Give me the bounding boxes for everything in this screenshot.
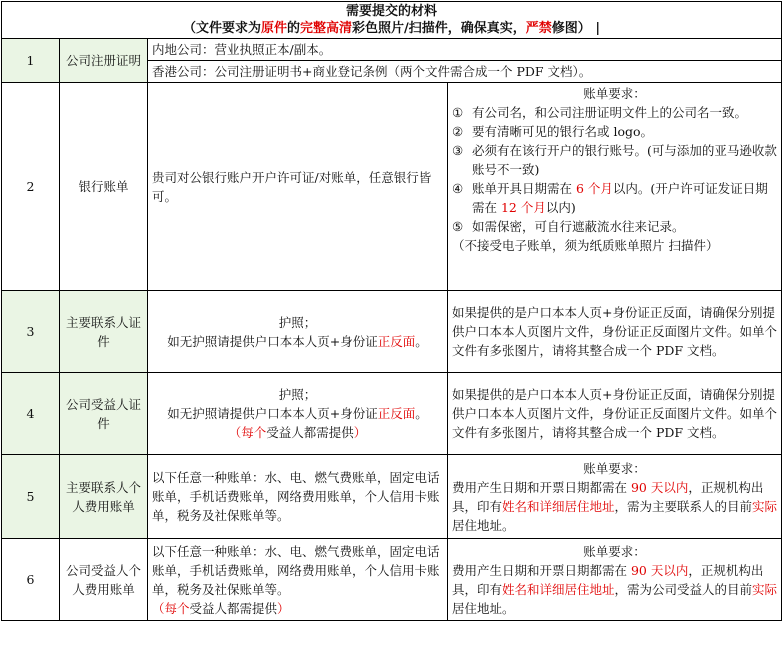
row-number: 6: [2, 539, 60, 621]
requirements-title: 账单要求：: [583, 86, 646, 101]
contact-bill-desc: 以下任意一种账单：水、电、燃气费账单，固定电话账单，手机话费账单，网络费用账单，个人信用卡账单，税务及社保账单等。: [148, 455, 448, 539]
beneficiary-bill-desc: 以下任意一种账单：水、电、燃气费账单，固定电话账单，手机话费账单，网络费用账单，个人信用卡账单，税务及社保账单等。 （每个受益人都需提供）: [148, 539, 448, 621]
requirement-note: （文件要求为原件的完整高清彩色照片/扫描件，确保真实，严禁修图） |: [182, 21, 601, 36]
table-row: [2, 455, 782, 539]
row-name: 主要联系人证件: [60, 291, 148, 373]
row-name: 公司注册证明: [60, 39, 148, 83]
row-number: 3: [2, 291, 60, 373]
beneficiary-id-note: 如果提供的是户口本本人页+身份证正反面，请确保分别提供户口本本人页图片文件，身份证正反面图片文件。如单个文件有多张图片，请将其整合成一个 PDF 文档。: [448, 373, 782, 455]
bank-statement-desc: 贵司对公银行账户开户许可证/对账单，任意银行皆可。: [148, 83, 448, 291]
table-header: [2, 2, 782, 39]
contact-id-note: 如果提供的是户口本本人页+身份证正反面，请确保分别提供户口本本人页图片文件，身份证正反面图片文件。如单个文件有多张图片，请将其整合成一个 PDF 文档。: [448, 291, 782, 373]
table-row: [2, 373, 782, 455]
beneficiary-bill-requirements: 账单要求： 费用产生日期和开票日期都需在 90 天以内，正规机构出具，印有姓名和详细居住地址，需为公司受益人的目前实际居住地址。: [448, 539, 782, 621]
row-name: 银行账单: [60, 83, 148, 291]
table-row: [2, 291, 782, 373]
table-row: [2, 539, 782, 621]
contact-id-desc: 护照； 如无护照请提供户口本本人页+身份证正反面。: [148, 291, 448, 373]
row-name: 公司受益人个人费用账单: [60, 539, 148, 621]
row-number: 5: [2, 455, 60, 539]
table-row: [2, 39, 782, 61]
contact-bill-requirements: 账单要求： 费用产生日期和开票日期都需在 90 天以内，正规机构出具，印有姓名和详细居住地址，需为主要联系人的目前实际居住地址。: [448, 455, 782, 539]
table-row: [2, 83, 782, 291]
text-cursor: |: [595, 21, 601, 36]
list-item: ① 有公司名，和公司注册证明文件上的公司名一致。: [452, 105, 748, 120]
list-item: ④ 账单开具日期需在 6 个月以内。(开户许可证发证日期需在 12 个月以内): [452, 181, 768, 215]
row-number: 4: [2, 373, 60, 455]
list-item: ② 要有清晰可见的银行名或 logo。: [452, 124, 654, 139]
requirements-footer: （不接受电子账单，须为纸质账单照片 扫描件）: [452, 238, 719, 253]
list-item: ③ 必须有在该行开户的银行账号。(可与添加的亚马逊收款账号不一致): [452, 143, 777, 177]
row-number: 2: [2, 83, 60, 291]
mainland-company-text: 内地公司：营业执照正本/副本。: [148, 39, 782, 61]
header-row: [2, 2, 782, 39]
beneficiary-id-desc: 护照； 如无护照请提供户口本本人页+身份证正反面。 （每个受益人都需提供）: [148, 373, 448, 455]
page-title: 需要提交的材料: [346, 4, 438, 19]
row-name: 主要联系人个人费用账单: [60, 455, 148, 539]
materials-table: [1, 1, 782, 621]
list-item: ⑤ 如需保密，可自行遮蔽流水往来记录。: [452, 219, 685, 234]
bank-statement-requirements: [448, 83, 782, 291]
hongkong-company-text: 香港公司：公司注册证明书+商业登记条例（两个文件需合成一个 PDF 文档）。: [148, 61, 782, 83]
row-name: 公司受益人证件: [60, 373, 148, 455]
row-number: 1: [2, 39, 60, 83]
